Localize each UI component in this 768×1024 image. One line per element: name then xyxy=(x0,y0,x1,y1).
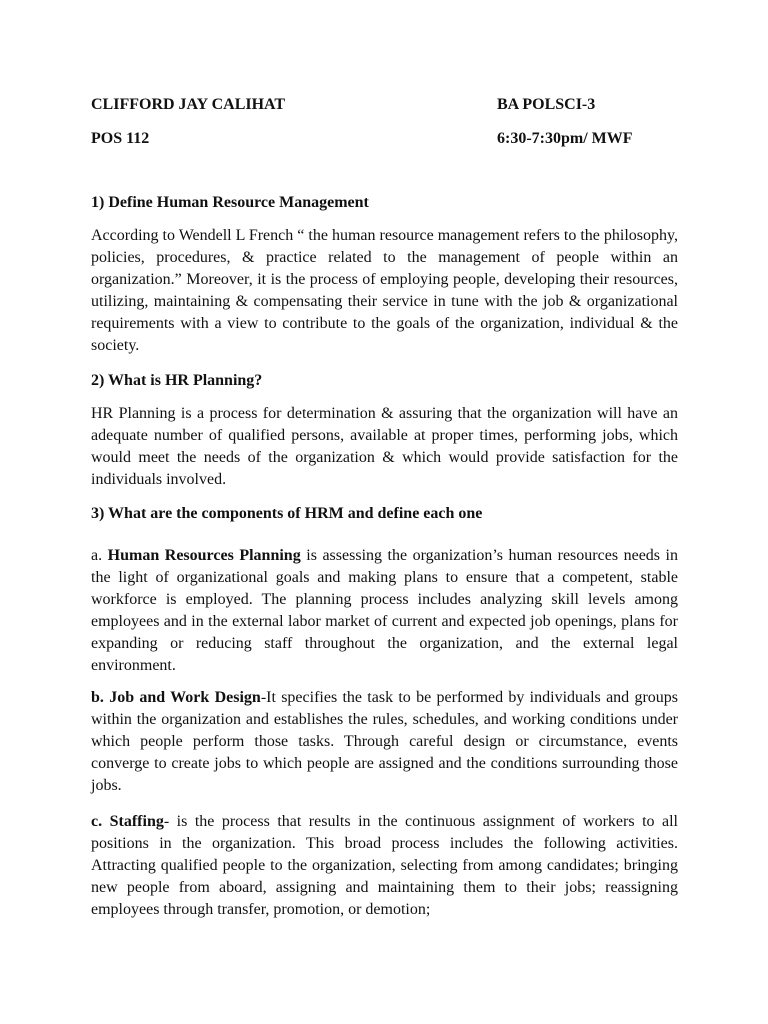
component-b-letter: b xyxy=(91,689,100,706)
course-code: POS 112 xyxy=(91,130,150,147)
question-2-answer: HR Planning is a process for determination & assuring that the organization will have an adequate number of qualified persons, available at proper times, performing jobs, which would meet the needs of the organization & which would provide satisfaction for the individuals involved. xyxy=(91,405,678,488)
component-a-letter: a xyxy=(91,547,99,564)
student-name: CLIFFORD JAY CALIHAT xyxy=(91,96,286,113)
component-b-term: Job and Work Design xyxy=(109,689,261,706)
header-row-1 xyxy=(91,94,678,116)
document-page xyxy=(91,0,678,1024)
component-c-letter: c xyxy=(91,813,99,830)
question-1-heading: 1) Define Human Resource Management xyxy=(91,194,369,211)
component-c-separator: . xyxy=(98,813,110,830)
header-row-2 xyxy=(91,128,678,150)
component-c-term: Staffing xyxy=(109,813,164,830)
component-a-separator: . xyxy=(98,547,108,564)
question-3-heading: 3) What are the components of HRM and define each one xyxy=(91,505,483,522)
question-2-heading: 2) What is HR Planning? xyxy=(91,372,263,389)
component-b-text: -It specifies the task to be performed by individuals and groups within the organization and establishes the rules, schedules, and working conditions under which people perform those tasks. Through careful design or circumstance, events converge to create jobs to which people are assigned and the conditions surrounding those jobs. xyxy=(91,689,679,794)
component-b xyxy=(91,687,678,797)
component-c xyxy=(91,811,678,921)
component-b-separator: . xyxy=(99,689,110,706)
component-a-term: Human Resources Planning xyxy=(107,547,301,564)
student-program: BA POLSCI-3 xyxy=(497,96,596,113)
component-c-text: - is the process that results in the continuous assignment of workers to all positions in the organization. This broad process includes the following activities. Attracting qualified people to the organization, selecting from among candidates; bringing new people from aboard, assigning and maintaining them to their jobs; reassigning employees through transfer, promotion, or demotion; xyxy=(91,813,679,918)
component-a-text: is assessing the organization’s human resources needs in the light of organizational goals and making plans to ensure that a competent, stable workforce is employed. The planning process includes analyzing skill levels among employees and in the external labor market of current and expected job openings, plans for expanding or reducing staff throughout the organization, and the external legal environment. xyxy=(91,547,679,674)
class-schedule: 6:30-7:30pm/ MWF xyxy=(497,130,633,147)
component-a xyxy=(91,545,678,677)
question-1-answer: According to Wendell L French “ the human resource management refers to the philosophy, policies, procedures, & practice related to the management of people within an organization.” Moreover, it is the process of employing people, developing their resources, utilizing, maintaining & compensating their service in tune with the job & organizational requirements with a view to contribute to the goals of the organization, individual & the society. xyxy=(91,227,678,354)
